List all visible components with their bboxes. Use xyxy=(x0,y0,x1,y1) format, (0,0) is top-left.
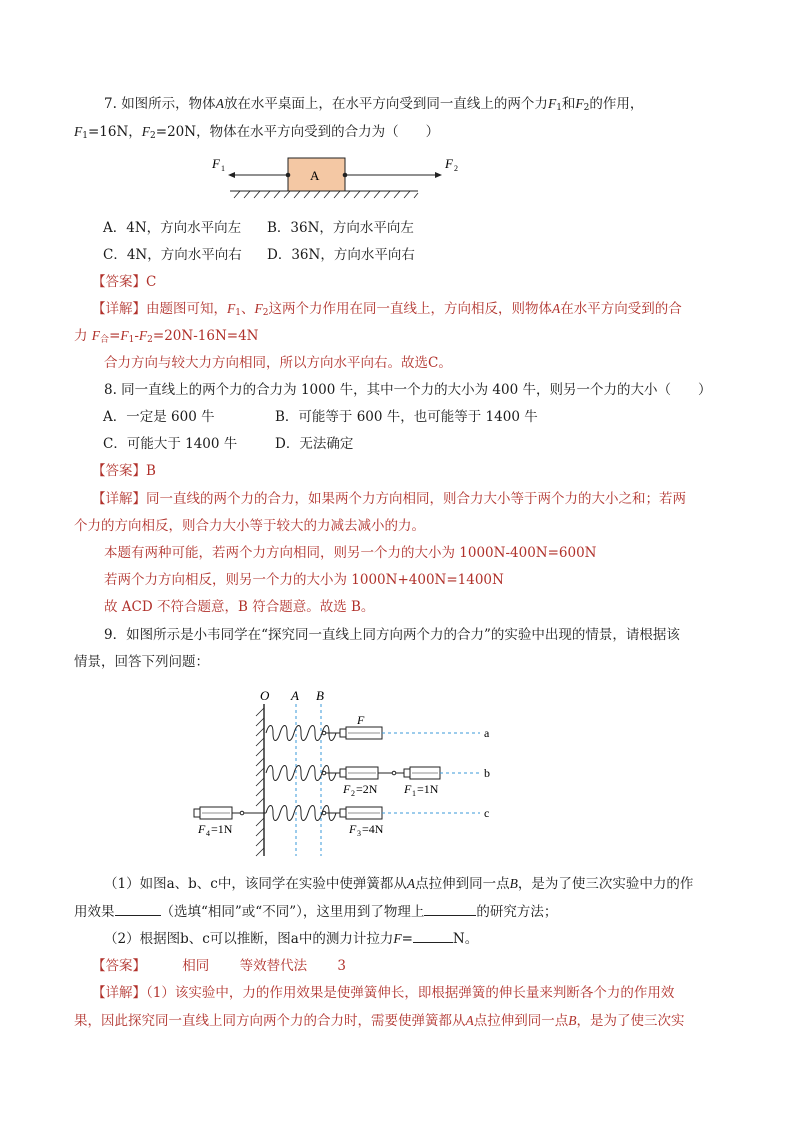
q8-option-c: C．可能大于 1400 牛 xyxy=(103,436,238,452)
q9-answer-2: 等效替代法 xyxy=(239,958,308,974)
q7-fig-label-f1-sub: 1 xyxy=(221,164,225,173)
q9-label-f2: F xyxy=(343,782,351,796)
q8-stem: 8. 同一直线上的两个力的合力为 1000 牛，其中一个力的大小为 400 牛，则另一个力的大小（ ） xyxy=(104,382,712,398)
q9-label-f4-val: =1N xyxy=(211,822,233,836)
q7-detail-line2: 力 $F_合=F_1-F_2=20N-16N=4N$ xyxy=(74,328,259,345)
q9-blank-2[interactable] xyxy=(424,902,476,916)
q8-detail-line4: 若两个力方向相反，则另一个力的大小为 1000N+400N=1400N xyxy=(104,572,504,588)
q9-answer-1: 相同 xyxy=(182,958,210,974)
q9-label-f2-val: =2N xyxy=(356,782,378,796)
q7-option-c: C．4N，方向水平向右 xyxy=(103,247,242,263)
q9-label-f1: F xyxy=(404,782,412,796)
q9-label-b: B xyxy=(316,688,324,703)
q7-fig-label-f2-sub: 2 xyxy=(454,164,458,173)
q9-label-f3: F xyxy=(349,822,357,836)
q9-blank-3[interactable] xyxy=(413,929,453,943)
q8-option-d: D．无法确定 xyxy=(275,436,354,452)
q7-force-diagram xyxy=(200,150,480,210)
q9-label-f4-sub: 4 xyxy=(206,829,210,838)
q9-detail-line1: 【详解】（1）该实验中，力的作用效果是使弹簧伸长，即根据弹簧的伸长量来判断各个力的作用效 xyxy=(92,985,675,1001)
q7-surface-hatching xyxy=(234,191,418,198)
q9-label-f4: F xyxy=(198,822,206,836)
q9-label-f3-sub: 3 xyxy=(357,829,361,838)
q7-stem-line2: $F_1=16N$，$F_2=20N$，物体在水平方向受到的合力为（ ） xyxy=(74,124,440,141)
q9-part2: （2）根据图b、c可以推断，图a中的测力计拉力F= N。 xyxy=(104,931,479,947)
q9-label-f: F xyxy=(357,713,365,727)
q8-detail-line1: 【详解】同一直线的两个力的合力，如果两个力方向相同，则合力大小等于两个力的大小之和；若两 xyxy=(92,491,686,507)
q8-detail-line2: 个力的方向相反，则合力大小等于较大的力减去减小的力。 xyxy=(74,518,425,534)
q7-option-b: B．36N，方向水平向左 xyxy=(267,220,414,236)
q7-arrow-left xyxy=(228,172,235,178)
q8-option-b: B．可能等于 600 牛，也可能等于 1400 牛 xyxy=(275,409,538,425)
q9-answer-3: 3 xyxy=(337,958,346,974)
q9-part1-line1: （1）如图a、b、c中，该同学在实验中使弹簧都从A点拉伸到同一点B，是为了使三次实验中力的作 xyxy=(104,876,694,892)
q9-row-b: b xyxy=(484,766,490,780)
q9-label-a: A xyxy=(291,688,299,703)
q8-detail-line5: 故 ACD 不符合题意，B 符合题意。故选 B。 xyxy=(104,599,375,615)
q9-stem-line2: 情景，回答下列问题： xyxy=(74,654,209,670)
q8-detail-line3: 本题有两种可能，若两个力方向相同，则另一个力的大小为 1000N-400N=600N xyxy=(104,545,597,561)
q9-label-o: O xyxy=(260,688,270,703)
q9-label-f1-val: =1N xyxy=(417,782,439,796)
q7-block-label: A xyxy=(310,168,320,183)
q9-answer: 【答案】 相同 等效替代法 3 xyxy=(92,958,346,974)
q9-wall-hatching xyxy=(256,708,264,856)
q9-label-f3-val: =4N xyxy=(362,822,384,836)
q9-row-c: c xyxy=(484,806,490,820)
q7-detail-line1: 【详解】由题图可知，$F_1$、$F_2$这两个力作用在同一直线上，方向相反，则物体A在水平方向受到的合 xyxy=(92,301,682,318)
q7-option-d: D．36N，方向水平向右 xyxy=(267,247,415,263)
q8-answer: 【答案】B xyxy=(92,463,156,479)
q9-label-f1-sub: 1 xyxy=(412,789,416,798)
q7-stem-line1: 7. 如图所示，物体A放在水平桌面上，在水平方向受到同一直线上的两个力$F_1$和$F_2$的作用， xyxy=(104,96,644,113)
q8-option-a: A．一定是 600 牛 xyxy=(103,409,215,425)
q9-spring-diagram xyxy=(190,684,510,864)
q9-stem-line1: 9．如图所示是小韦同学在“探究同一直线上同方向两个力的合力”的实验中出现的情景，请根据该 xyxy=(104,627,680,643)
q9-part1-line2: 用效果 （选填“相同”或“不同”），这里用到了物理上 的研究方法； xyxy=(74,904,558,920)
q7-detail-line3: 合力方向与较大力方向相同，所以方向水平向右。故选C。 xyxy=(104,355,452,371)
q9-detail-line2: 果，因此探究同一直线上同方向两个力的合力时，需要使弹簧都从A点拉伸到同一点B，是为了使三次实 xyxy=(74,1013,685,1029)
q9-row-a: a xyxy=(484,726,490,740)
q7-option-a: A．4N，方向水平向左 xyxy=(103,220,242,236)
q7-arrow-right xyxy=(435,172,442,178)
q7-answer: 【答案】C xyxy=(92,274,157,290)
q7-fig-label-f2: F xyxy=(445,156,453,171)
q9-label-f2-sub: 2 xyxy=(351,789,355,798)
q9-point-b: B xyxy=(509,876,518,891)
q9-blank-1[interactable] xyxy=(115,902,161,916)
q7-fig-label-f1: F xyxy=(212,156,220,171)
